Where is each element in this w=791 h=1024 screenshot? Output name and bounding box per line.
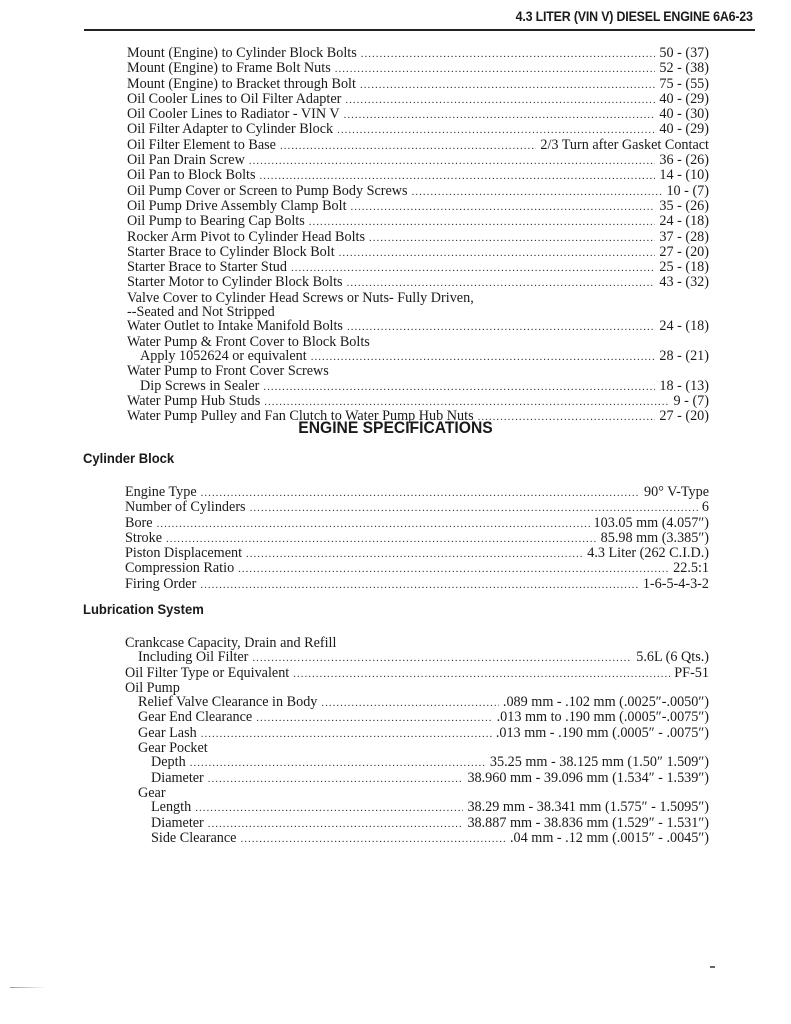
spec-label: Mount (Engine) to Cylinder Block Bolts [127, 45, 357, 61]
spec-row [127, 199, 709, 214]
dot-leader [361, 47, 656, 61]
spec-label: Compression Ratio [125, 560, 235, 577]
spec-value: 43 - (32) [659, 274, 709, 291]
spec-label: --Seated and Not Stripped [127, 304, 275, 321]
dot-leader [249, 154, 656, 168]
spec-row [125, 561, 709, 576]
dot-leader [347, 320, 655, 334]
spec-label: Oil Cooler Lines to Oil Filter Adapter [127, 90, 342, 107]
spec-value: 14 - (10) [659, 167, 709, 184]
dot-leader [412, 185, 663, 199]
spec-label: Starter Motor to Cylinder Block Bolts [127, 274, 343, 291]
spec-label: Oil Pump [125, 679, 180, 696]
spec-row [125, 800, 709, 815]
spec-row [125, 741, 709, 755]
spec-row [127, 122, 709, 137]
spec-row [127, 260, 709, 275]
spec-label: Water Pump & Front Cover to Block Bolts [127, 333, 370, 350]
spec-value: 37 - (28) [659, 228, 709, 245]
lubrication-specs [125, 636, 709, 846]
section-title-engine-specifications: ENGINE SPECIFICATIONS [298, 418, 493, 437]
dot-leader [339, 246, 656, 260]
spec-value: 40 - (29) [659, 90, 709, 107]
dot-leader [256, 711, 492, 725]
spec-value: 103.05 mm (4.057″) [593, 514, 709, 531]
spec-row [127, 349, 709, 364]
spec-value: 1-6-5-4-3-2 [642, 575, 709, 592]
spec-row [127, 394, 709, 409]
spec-value: 40 - (30) [659, 106, 709, 123]
spec-value: 27 - (20) [659, 243, 709, 260]
spec-label: Gear Pocket [138, 740, 208, 757]
spec-row [125, 831, 709, 846]
spec-row [125, 710, 709, 725]
dot-leader [344, 108, 656, 122]
dot-leader [291, 261, 655, 275]
spec-value: 25 - (18) [659, 259, 709, 276]
dot-leader [369, 231, 655, 245]
torque-table [127, 46, 709, 424]
spec-value: 40 - (29) [659, 121, 709, 138]
scan-edge-mark [10, 987, 46, 988]
spec-row [127, 138, 709, 153]
spec-value: 2/3 Turn after Gasket Contact [540, 136, 709, 153]
scan-mark [710, 966, 715, 968]
spec-label: Oil Filter Type or Equivalent [125, 664, 290, 681]
spec-row [127, 230, 709, 245]
spec-label: Diameter [151, 769, 204, 786]
spec-row [125, 755, 709, 770]
dot-leader [201, 486, 640, 500]
spec-value: 38.960 mm - 39.096 mm (1.534″ - 1.539″) [467, 769, 709, 786]
dot-leader [280, 139, 536, 153]
spec-label: Length [151, 799, 192, 816]
dot-leader [263, 380, 655, 394]
dot-leader [190, 756, 486, 770]
spec-label: Oil Pump to Bearing Cap Bolts [127, 213, 305, 230]
spec-row [125, 695, 709, 710]
spec-label: Number of Cylinders [125, 499, 246, 516]
spec-value: 35.25 mm - 38.125 mm (1.50″ 1.509″) [489, 754, 709, 771]
spec-label: Mount (Engine) to Frame Bolt Nuts [127, 60, 331, 77]
spec-label: Starter Brace to Starter Stud [127, 259, 287, 276]
spec-row [125, 636, 709, 650]
spec-value: PF-51 [674, 664, 709, 681]
dot-leader [351, 200, 656, 214]
spec-value: 10 - (7) [666, 182, 709, 199]
spec-value: .04 mm - .12 mm (.0015″ - .0045″) [510, 829, 709, 846]
dot-leader [195, 801, 463, 815]
spec-row [125, 546, 709, 561]
spec-row [125, 771, 709, 786]
spec-row [127, 46, 709, 61]
spec-value: .013 mm - .190 mm (.0005″ - .0075″) [495, 724, 709, 741]
spec-label: Gear End Clearance [138, 709, 253, 726]
dot-leader [347, 276, 656, 290]
spec-label: Bore [125, 514, 153, 531]
spec-label: Water Pump to Front Cover Screws [127, 363, 329, 380]
spec-label: Relief Valve Clearance in Body [138, 694, 318, 711]
spec-row [127, 107, 709, 122]
dot-leader [309, 215, 656, 229]
spec-row [125, 500, 709, 515]
spec-value: 24 - (18) [659, 213, 709, 230]
dot-leader [337, 123, 655, 137]
dot-leader [259, 169, 655, 183]
spec-value: 24 - (18) [659, 318, 709, 335]
spec-label: Gear [138, 784, 166, 801]
dot-leader [246, 547, 583, 561]
dot-leader [208, 817, 464, 831]
spec-row [125, 726, 709, 741]
dot-leader [201, 727, 492, 741]
spec-row [125, 516, 709, 531]
spec-label: Gear Lash [138, 724, 197, 741]
dot-leader [264, 395, 669, 409]
spec-value: 27 - (20) [659, 408, 709, 425]
spec-value: 35 - (26) [659, 197, 709, 214]
page-header-title: 4.3 LITER (VIN V) DIESEL ENGINE 6A6-23 [515, 9, 753, 24]
dot-leader [345, 93, 655, 107]
spec-row [125, 816, 709, 831]
spec-value: 5.6L (6 Qts.) [636, 649, 709, 666]
spec-row [127, 61, 709, 76]
spec-value: 9 - (7) [673, 392, 709, 409]
spec-label: Firing Order [125, 575, 197, 592]
spec-label: Water Outlet to Intake Manifold Bolts [127, 318, 343, 335]
dot-leader [252, 651, 632, 665]
spec-label: Oil Pump Cover or Screen to Pump Body Screws [127, 182, 408, 199]
spec-row [127, 153, 709, 168]
spec-row [127, 319, 709, 334]
spec-value: 22.5:1 [673, 560, 709, 577]
spec-row [125, 650, 709, 665]
spec-label: Valve Cover to Cylinder Head Screws or Nuts- Fully Driven, [127, 289, 474, 306]
spec-row [127, 245, 709, 260]
dot-leader [166, 532, 597, 546]
spec-label: Water Pump Pulley and Fan Clutch to Water Pump Hub Nuts [127, 408, 474, 425]
spec-value: .089 mm - .102 mm (.0025″-.0050″) [502, 694, 709, 711]
spec-label: Piston Displacement [125, 545, 243, 562]
spec-label: Stroke [125, 529, 163, 546]
spec-row [127, 275, 709, 290]
spec-row [127, 379, 709, 394]
spec-label: Mount (Engine) to Bracket through Bolt [127, 75, 356, 92]
spec-label: Diameter [151, 814, 204, 831]
subheading-lubrication-system: Lubrication System [83, 601, 204, 617]
dot-leader [238, 562, 669, 576]
spec-row [127, 305, 709, 319]
spec-label: Depth [151, 754, 186, 771]
dot-leader [293, 667, 670, 681]
spec-value: 50 - (37) [659, 45, 709, 61]
spec-value: 90° V-Type [644, 484, 709, 500]
spec-label: Oil Filter Adapter to Cylinder Block [127, 121, 334, 138]
spec-value: 52 - (38) [659, 60, 709, 77]
spec-label: Starter Brace to Cylinder Block Bolt [127, 243, 335, 260]
spec-row [125, 485, 709, 500]
spec-value: 6 [701, 499, 709, 516]
dot-leader [200, 578, 638, 592]
spec-row [125, 666, 709, 681]
spec-label: Engine Type [125, 484, 197, 500]
dot-leader [157, 517, 590, 531]
spec-row [127, 291, 709, 305]
spec-value: 18 - (13) [659, 377, 709, 394]
cylinder-block-specs [125, 485, 709, 592]
spec-value: 4.3 Liter (262 C.I.D.) [587, 545, 709, 562]
spec-row [127, 214, 709, 229]
spec-row [127, 168, 709, 183]
spec-label: Oil Pan to Block Bolts [127, 167, 256, 184]
spec-row [127, 184, 709, 199]
spec-label: Water Pump Hub Studs [127, 392, 261, 409]
spec-value: 85.98 mm (3.385″) [600, 529, 709, 546]
spec-row [127, 77, 709, 92]
spec-row [125, 681, 709, 695]
dot-leader [321, 696, 499, 710]
spec-label: Dip Screws in Sealer [140, 377, 260, 394]
spec-row [127, 92, 709, 107]
spec-label: Oil Pan Drain Screw [127, 152, 245, 169]
dot-leader [208, 772, 464, 786]
spec-label: Oil Filter Element to Base [127, 136, 276, 153]
dot-leader [240, 832, 506, 846]
spec-value: 36 - (26) [659, 152, 709, 169]
spec-label: Side Clearance [151, 829, 237, 846]
spec-row [125, 531, 709, 546]
spec-label: Apply 1052624 or equivalent [140, 347, 307, 364]
spec-label: Crankcase Capacity, Drain and Refill [125, 635, 337, 651]
subheading-cylinder-block: Cylinder Block [83, 450, 175, 466]
spec-row [125, 786, 709, 800]
dot-leader [250, 501, 698, 515]
spec-label: Oil Pump Drive Assembly Clamp Bolt [127, 197, 347, 214]
spec-value: 38.887 mm - 38.836 mm (1.529″ - 1.531″) [467, 814, 709, 831]
spec-row [125, 577, 709, 592]
spec-value: 38.29 mm - 38.341 mm (1.575″ - 1.5095″) [467, 799, 709, 816]
spec-value: 75 - (55) [659, 75, 709, 92]
header-rule [84, 29, 755, 31]
dot-leader [335, 62, 656, 76]
spec-value: .013 mm to .190 mm (.0005″-.0075″) [496, 709, 709, 726]
dot-leader [360, 78, 655, 92]
spec-row [127, 364, 709, 378]
spec-label: Rocker Arm Pivot to Cylinder Head Bolts [127, 228, 366, 245]
spec-label: Including Oil Filter [138, 649, 249, 666]
spec-label: Oil Cooler Lines to Radiator - VIN V [127, 106, 340, 123]
spec-value: 28 - (21) [659, 347, 709, 364]
spec-row [127, 335, 709, 349]
dot-leader [311, 350, 656, 364]
